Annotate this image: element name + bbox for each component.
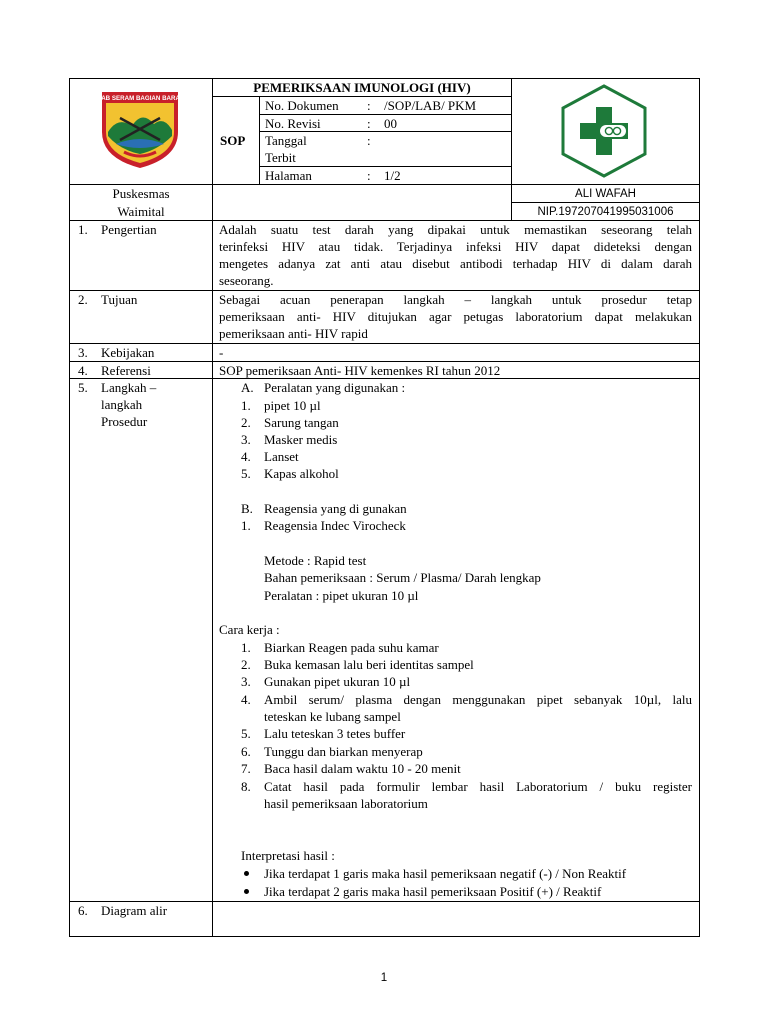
section-label-referensi: Referensi bbox=[101, 363, 151, 378]
text-line: seseorang. bbox=[219, 273, 274, 288]
page-label: Halaman bbox=[265, 168, 312, 183]
sop-label: SOP bbox=[220, 133, 246, 148]
section-number: 5. bbox=[78, 380, 88, 395]
list-number: 3. bbox=[241, 432, 251, 447]
list-item: Ambil serum/ plasma dengan menggunakan pipet sebanyak 10µl, lalu bbox=[264, 692, 692, 707]
section-label-tujuan: Tujuan bbox=[101, 292, 138, 307]
document-title: PEMERIKSAAN IMUNOLOGI (HIV) bbox=[253, 80, 471, 95]
issue-date-label-2: Terbit bbox=[265, 150, 296, 165]
section-number: 6. bbox=[78, 903, 88, 918]
list-item-continued: teteskan ke lubang sampel bbox=[264, 709, 401, 724]
list-number: 5. bbox=[241, 726, 251, 741]
revision-value: 00 bbox=[384, 116, 397, 131]
section-label-diagram: Diagram alir bbox=[101, 903, 168, 918]
list-number: 8. bbox=[241, 779, 251, 794]
list-item: Jika terdapat 2 garis maka hasil pemeriksaan Positif (+) / Reaktif bbox=[264, 884, 602, 899]
list-number: 4. bbox=[241, 692, 251, 707]
section-label-kebijakan: Kebijakan bbox=[101, 345, 155, 360]
text-line: pemeriksaan anti- HIV ditujukan agar petugas laboratorium dapat melakukan bbox=[219, 309, 692, 324]
equipment-heading: Peralatan yang digunakan : bbox=[264, 380, 406, 395]
list-item: Kapas alkohol bbox=[264, 466, 339, 481]
reagent-heading: Reagensia yang di gunakan bbox=[264, 501, 407, 516]
list-marker: B. bbox=[241, 501, 253, 516]
page-value: 1/2 bbox=[384, 168, 401, 183]
section-number: 4. bbox=[78, 363, 88, 378]
list-item: Reagensia Indec Virocheck bbox=[264, 518, 406, 533]
issue-date-sep: : bbox=[367, 133, 371, 148]
list-number: 1. bbox=[241, 640, 251, 655]
section-label-langkah: Langkah – bbox=[101, 380, 157, 395]
list-item: Buka kemasan lalu beri identitas sampel bbox=[264, 657, 474, 672]
svg-text:KAB SERAM BAGIAN BARAT: KAB SERAM BAGIAN BARAT bbox=[98, 95, 182, 102]
puskesmas-logo bbox=[556, 83, 652, 179]
signer-nip: NIP.197207041995031006 bbox=[537, 206, 674, 218]
list-item: Masker medis bbox=[264, 432, 338, 447]
section-number: 2. bbox=[78, 292, 88, 307]
list-item: Lanset bbox=[264, 449, 299, 464]
section-number: 3. bbox=[78, 345, 88, 360]
method-line: Metode : Rapid test bbox=[264, 553, 367, 568]
list-item: pipet 10 µl bbox=[264, 398, 321, 413]
text-line: terinfeksi HIV atau tidak. Terjadinya infeksi HIV dapat dideteksi dengan bbox=[219, 239, 692, 254]
revision-label: No. Revisi bbox=[265, 116, 321, 131]
issue-date-label: Tanggal bbox=[265, 133, 307, 148]
bullet-icon bbox=[244, 871, 249, 876]
left-logo bbox=[98, 88, 182, 170]
list-number: 5. bbox=[241, 466, 251, 481]
section-label-prosedur: Prosedur bbox=[101, 414, 148, 429]
list-number: 1. bbox=[241, 518, 251, 533]
work-steps-heading: Cara kerja : bbox=[219, 622, 280, 637]
section-number: 1. bbox=[78, 222, 88, 237]
list-item: Jika terdapat 1 garis maka hasil pemeriksaan negatif (-) / Non Reaktif bbox=[264, 866, 627, 881]
reference-text: SOP pemeriksaan Anti- HIV kemenkes RI tahun 2012 bbox=[219, 363, 501, 378]
list-marker: A. bbox=[241, 380, 254, 395]
policy-text: - bbox=[219, 345, 224, 360]
section-label-pengertian: Pengertian bbox=[101, 222, 157, 237]
list-item: Baca hasil dalam waktu 10 - 20 menit bbox=[264, 761, 461, 776]
list-item: Catat hasil pada formulir lembar hasil Laboratorium / buku register bbox=[264, 779, 692, 794]
text-line: mengetes adanya zat anti atau disebut antibodi terhadap HIV di dalam darah bbox=[219, 256, 692, 271]
list-item: Tunggu dan biarkan menyerap bbox=[264, 744, 423, 759]
list-item-continued: hasil pemeriksaan laboratorium bbox=[264, 796, 428, 811]
list-number: 3. bbox=[241, 674, 251, 689]
list-item: Gunakan pipet ukuran 10 µl bbox=[264, 674, 411, 689]
institution-name: Puskesmas bbox=[112, 186, 170, 201]
list-item: Sarung tangan bbox=[264, 415, 339, 430]
list-number: 4. bbox=[241, 449, 251, 464]
page-number: 1 bbox=[380, 972, 388, 984]
section-label-langkah-2: langkah bbox=[101, 397, 143, 412]
revision-sep: : bbox=[367, 116, 371, 131]
page-sep: : bbox=[367, 168, 371, 183]
text-line: Adalah suatu test darah yang dipakai untuk memastikan seseorang telah bbox=[219, 222, 692, 237]
signer-name: ALI WAFAH bbox=[575, 188, 636, 200]
interpretation-heading: Interpretasi hasil : bbox=[241, 848, 335, 863]
list-number: 6. bbox=[241, 744, 251, 759]
list-number: 7. bbox=[241, 761, 251, 776]
doc-number-label: No. Dokumen bbox=[265, 98, 339, 113]
list-item: Biarkan Reagen pada suhu kamar bbox=[264, 640, 439, 655]
doc-number-sep: : bbox=[367, 98, 371, 113]
bullet-icon bbox=[244, 889, 249, 894]
text-line: Sebagai acuan penerapan langkah – langkah untuk prosedur tetap bbox=[219, 292, 692, 307]
tool-line: Peralatan : pipet ukuran 10 µl bbox=[264, 588, 419, 603]
list-number: 2. bbox=[241, 415, 251, 430]
list-number: 1. bbox=[241, 398, 251, 413]
doc-number-value: /SOP/LAB/ PKM bbox=[384, 98, 477, 113]
text-line: pemeriksaan anti- HIV rapid bbox=[219, 326, 368, 341]
list-number: 2. bbox=[241, 657, 251, 672]
list-item: Lalu teteskan 3 tetes buffer bbox=[264, 726, 406, 741]
institution-location: Waimital bbox=[117, 204, 165, 219]
specimen-line: Bahan pemeriksaan : Serum / Plasma/ Darah lengkap bbox=[264, 570, 541, 585]
